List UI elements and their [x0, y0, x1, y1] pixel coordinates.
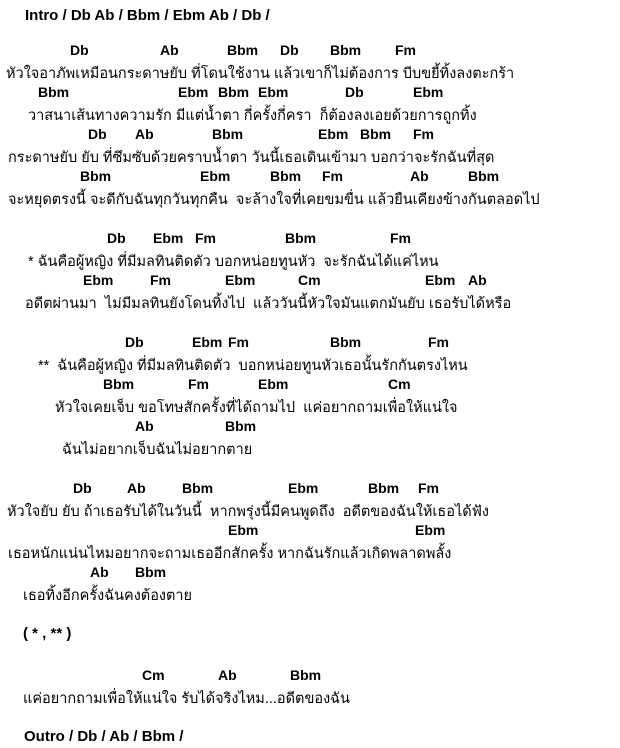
chord-label: Bbm — [103, 376, 135, 392]
chord-label: Ebm — [318, 126, 349, 142]
chord-label: Bbm — [468, 168, 500, 184]
lyric-text: จะหยุดตรงนี้ จะดีกับฉันทุกวันทุกคืน จะล้างใจที่เคยขมขื่น แล้วยืนเคียงข้างกันตลอดไป — [8, 192, 540, 208]
lyric-row — [0, 291, 620, 312]
chord-row — [0, 270, 620, 291]
lyric-text: * ฉันคือผู้หญิง ที่มีมลทินติดตัว บอกหน่อยทูนหัว จะรักฉันได้แค่ไหน — [28, 254, 439, 270]
lyric-row — [0, 541, 620, 562]
chord-row — [0, 520, 620, 541]
chord-label: Fm — [418, 480, 439, 496]
chord-label: Fm — [413, 126, 434, 142]
chord-row — [0, 82, 620, 103]
chord-row — [0, 332, 620, 353]
chord-label: Db — [125, 334, 144, 350]
lyric-row — [0, 145, 620, 166]
chord-label: Ebm — [178, 84, 209, 100]
lyric-text: หัวใจยับ ยับ ถ้าเธอรับได้ในวันนี้ หากพรุ่งนี้มีคนพูดถึง อดีตของฉันให้เธอได้ฟัง — [7, 504, 490, 520]
chord-row — [0, 166, 620, 187]
chord-label: Cm — [388, 376, 411, 392]
chord-row — [0, 478, 620, 499]
chord-label: Db — [73, 480, 92, 496]
lyric-text: อดีตผ่านมา ไม่มีมลทินยังโดนทิ้งไป แล้ววันนี้หัวใจมันแตกมันยับ เธอรับได้หรือ — [25, 296, 512, 312]
lyric-row — [0, 686, 620, 707]
chord-label: Db — [70, 42, 89, 58]
chord-label: Bbm — [360, 126, 392, 142]
chord-label: Bbm — [330, 334, 362, 350]
lyric-row — [0, 353, 620, 374]
chord-label: Ab — [468, 272, 487, 288]
lyric-text: ** ฉันคือผู้หญิง ที่มีมลทินติดตัว บอกหน่อยทูนหัวเธอนั้นรักกันตรงไหน — [38, 358, 468, 374]
lyric-row — [0, 61, 620, 82]
verse — [0, 40, 620, 208]
verse — [0, 228, 620, 312]
chord-label: Ebm — [153, 230, 184, 246]
chord-row — [0, 228, 620, 249]
chord-label: Fm — [390, 230, 411, 246]
chord-row — [0, 416, 620, 437]
chord-label: Ab — [410, 168, 429, 184]
chord-label: Ab — [127, 480, 146, 496]
chord-label: Db — [88, 126, 107, 142]
intro-line-text: Intro / Db Ab / Bbm / Ebm Ab / Db / — [25, 7, 270, 24]
chord-label: Ab — [90, 564, 109, 580]
chord-label: Ab — [218, 667, 237, 683]
chord-label: Ab — [135, 126, 154, 142]
chord-label: Db — [107, 230, 126, 246]
lyric-text: แค่อยากถามเพื่อให้แน่ใจ รับได้จริงไหม...อดีตของฉัน — [23, 691, 350, 707]
chord-label: Bbm — [218, 84, 250, 100]
repeat-marker-text: ( * , ** ) — [23, 625, 72, 642]
chord-label: Cm — [142, 667, 165, 683]
lyric-text: วาสนาเส้นทางความรัก มีแต่น้ำตา กี่ครั้งกี่ครา ก็ต้องลงเอยด้วยการถูกทิ้ง — [28, 108, 477, 124]
verse — [0, 665, 620, 707]
outro-line — [0, 727, 620, 748]
lyric-row — [0, 187, 620, 208]
chord-label: Fm — [188, 376, 209, 392]
chord-label: Ebm — [192, 334, 223, 350]
chord-label: Fm — [195, 230, 216, 246]
outro-line-text: Outro / Db / Ab / Bbm / — [24, 728, 184, 745]
chord-label: Db — [280, 42, 299, 58]
chord-row — [0, 124, 620, 145]
chord-label: Bbm — [227, 42, 259, 58]
chord-label: Bbm — [225, 418, 257, 434]
chord-label: Bbm — [80, 168, 112, 184]
chord-label: Db — [345, 84, 364, 100]
chord-row — [0, 665, 620, 686]
verse — [0, 332, 620, 458]
lyric-row — [0, 583, 620, 604]
chord-label: Bbm — [182, 480, 214, 496]
lyric-row — [0, 103, 620, 124]
lyric-text: เธอหนักแน่นไหมอยากจะถามเธออีกสักครั้ง หากฉันรักแล้วเกิดพลาดพลั้ง — [8, 546, 452, 562]
chord-label: Cm — [298, 272, 321, 288]
chord-label: Bbm — [330, 42, 362, 58]
chord-label: Ebm — [258, 376, 289, 392]
chord-label: Ebm — [228, 522, 259, 538]
chord-label: Fm — [322, 168, 343, 184]
chord-label: Ebm — [415, 522, 446, 538]
chord-label: Ebm — [425, 272, 456, 288]
lyric-row — [0, 395, 620, 416]
chord-label: Ebm — [225, 272, 256, 288]
chord-label: Ebm — [200, 168, 231, 184]
chord-label: Ebm — [258, 84, 289, 100]
chord-label: Bbm — [285, 230, 317, 246]
chord-row — [0, 40, 620, 61]
intro-line — [0, 6, 620, 27]
lyric-text: กระดาษยับ ยับ ที่ซึมซับด้วยคราบน้ำตา วันนี้เธอเดินเข้ามา บอกว่าจะรักฉันที่สุด — [8, 150, 495, 166]
chord-label: Ab — [135, 418, 154, 434]
lyric-text: หัวใจอาภัพเหมือนกระดาษยับ ที่โดนใช้งาน แล้วเขาก็ไม่ต้องการ บีบขยี้ทิ้งลงตะกร้า — [6, 66, 515, 82]
chord-label: Ab — [160, 42, 179, 58]
chord-label: Bbm — [290, 667, 322, 683]
chord-label: Ebm — [83, 272, 114, 288]
chord-label: Bbm — [38, 84, 70, 100]
chord-label: Fm — [228, 334, 249, 350]
chord-label: Bbm — [368, 480, 400, 496]
chord-label: Bbm — [212, 126, 244, 142]
lyric-row — [0, 437, 620, 458]
lyric-text: หัวใจเคยเจ็บ ขอโทษสักครั้งที่ได้ถามไป แค่อยากถามเพื่อให้แน่ใจ — [55, 400, 458, 416]
chord-label: Bbm — [270, 168, 302, 184]
repeat-marker — [0, 624, 620, 645]
lyric-text: ฉันไม่อยากเจ็บฉันไม่อยากตาย — [62, 442, 253, 458]
lyric-row — [0, 249, 620, 270]
chord-label: Ebm — [413, 84, 444, 100]
chord-row — [0, 374, 620, 395]
chord-label: Ebm — [288, 480, 319, 496]
chord-label: Bbm — [135, 564, 167, 580]
lyric-row — [0, 499, 620, 520]
chord-row — [0, 562, 620, 583]
chord-label: Fm — [150, 272, 171, 288]
chord-label: Fm — [395, 42, 416, 58]
verse — [0, 478, 620, 604]
chord-label: Fm — [428, 334, 449, 350]
lyric-text: เธอทิ้งอีกครั้งฉันคงต้องตาย — [23, 588, 193, 604]
